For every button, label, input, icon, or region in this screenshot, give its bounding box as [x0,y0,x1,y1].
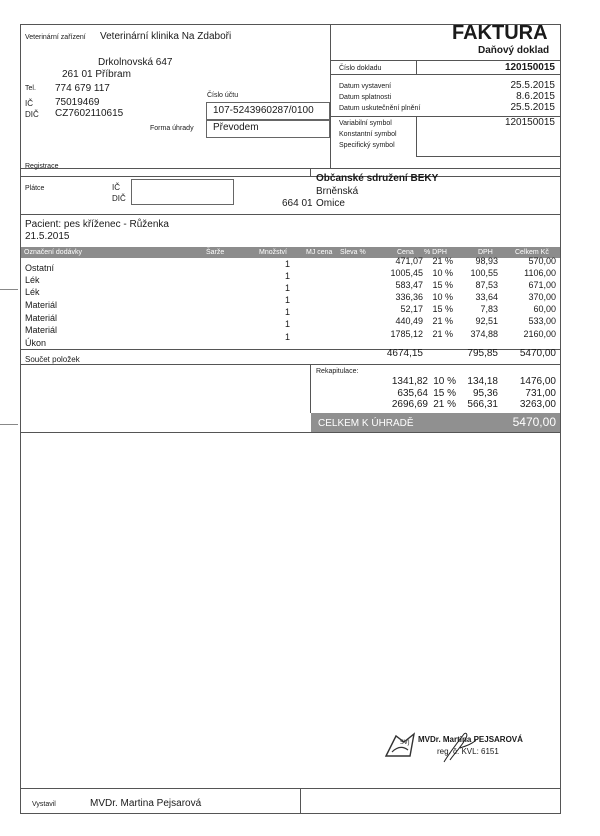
account-number: 107-5243960287/0100 [213,105,314,116]
row-vat-pct: 21 % [432,329,453,339]
recap-total: 3263,00 [519,399,556,410]
payment-label: Forma úhrady [150,125,194,132]
header-line [416,156,560,157]
row-vat: 92,51 [475,316,498,326]
recap-base: 2696,69 [391,399,428,410]
issued-label: Datum vystavení [339,83,392,90]
col-item-header: Označení dodávky [24,249,82,256]
header-divider [416,116,417,156]
recap-divider [310,364,311,413]
ic-label: IČ [25,99,33,108]
payer-ic-label: IČ [112,183,120,192]
recap-vat: 134,18 [467,376,498,387]
recap-pct: 15 % [433,388,456,399]
row-total: 370,00 [528,292,556,302]
col-batch-header: Šarže [206,249,225,256]
payer-street: Brněnská [316,186,359,197]
sum-line [21,364,560,365]
taxable-date: 25.5.2015 [510,102,555,113]
clinic-tel: 774 679 117 [55,83,110,94]
recap-pct: 10 % [433,376,456,387]
row-price: 1785,12 [390,329,423,339]
row-item: Materiál [25,313,58,323]
row-vat: 100,55 [470,268,498,278]
recap-total: 1476,00 [519,376,556,387]
row-vat-pct: 10 % [432,292,453,302]
patient-line: Pacient: pes kříženec - Růženka [25,219,169,230]
footer-line [21,788,560,789]
row-total: 533,00 [528,316,556,326]
due-label: Datum splatnosti [339,94,392,101]
dic-label: DIČ [25,110,39,119]
taxable-label: Datum uskutečnění plnění [339,105,421,112]
tel-label: Tel. [25,85,36,92]
section-line [21,432,560,433]
row-price: 583,47 [395,280,423,290]
row-vat-pct: 21 % [432,316,453,326]
margin-tick [0,289,18,290]
row-vat: 33,64 [475,292,498,302]
row-item: Ostatní [25,263,55,273]
header-divider [310,168,311,176]
clinic-street: Drkolnovská 647 [98,57,173,68]
recap-base: 635,64 [397,388,428,399]
clinic-city: 261 01 Příbram [62,69,131,80]
header-divider [416,60,417,74]
var-symbol-label: Variabilní symbol [339,120,392,127]
clinic-label: Veterinární zařízení [25,34,86,41]
row-item: Lék [25,287,40,297]
registration-label: Registrace [25,163,59,170]
footer-divider [300,788,301,814]
payer-name: Občanské sdružení BEKY [316,173,439,184]
header-line [330,74,560,75]
sum-label: Součet položek [25,355,80,364]
row-total: 1106,00 [524,268,556,278]
payer-city: Omice [316,198,345,209]
sum-vat: 795,85 [467,348,498,359]
row-total: 671,00 [528,280,556,290]
col-vat-header: DPH [478,249,493,256]
issuer-name: MVDr. Martina Pejsarová [90,798,202,809]
col-qty-header: Množství [259,249,288,256]
row-qty: 1 [284,319,290,329]
row-qty: 1 [284,332,290,342]
row-qty: 1 [284,271,290,281]
row-qty: 1 [284,283,290,293]
row-price: 52,17 [400,304,423,314]
row-total: 2160,00 [523,329,556,339]
issued-date: 25.5.2015 [510,80,555,91]
row-price: 471,07 [395,256,423,266]
row-vat-pct: 21 % [432,256,453,266]
row-qty: 1 [284,259,290,269]
doc-no-label: Číslo dokladu [339,65,382,72]
section-line [21,168,560,169]
col-vatpct-header: % DPH [424,249,447,256]
payer-id-box [131,179,234,205]
row-qty: 1 [284,307,290,317]
vet-stamp-logo-icon [382,730,418,760]
sum-price: 4674,15 [386,348,423,359]
clinic-ic: 75019469 [55,97,100,108]
row-vat: 87,53 [475,280,498,290]
payment-method: Převodem [213,122,259,133]
clinic-name: Veterinární klinika Na Zdaboři [100,31,232,42]
payer-zip: 664 01 [282,198,313,209]
stamp-name: MVDr. Martina PEJSAROVÁ [418,735,523,744]
row-price: 336,36 [395,292,423,302]
row-item: Materiál [25,325,58,335]
payer-dic-label: DIČ [112,194,126,203]
row-qty: 1 [284,295,290,305]
row-vat-pct: 15 % [432,304,453,314]
col-total-header: Celkem Kč [515,249,549,256]
row-vat-pct: 10 % [432,268,453,278]
grand-total: 5470,00 [512,415,556,429]
row-vat: 98,93 [475,256,498,266]
row-vat-pct: 15 % [432,280,453,290]
row-total: 60,00 [533,304,556,314]
var-symbol: 120150015 [504,117,555,128]
col-price-header: Cena [397,249,414,256]
margin-tick [0,424,18,425]
col-mj-header: MJ cena [306,249,333,256]
spec-symbol-label: Specifický symbol [339,142,395,149]
recap-base: 1341,82 [391,376,428,387]
invoice-title: FAKTURA [452,22,548,44]
col-discount-header: Sleva % [340,249,366,256]
due-date: 8.6.2015 [516,91,555,102]
row-price: 1005,45 [390,268,423,278]
issuer-label: Vystavil [32,801,56,808]
invoice-subtitle: Daňový doklad [478,45,550,56]
account-label: Číslo účtu [207,92,239,99]
recap-pct: 21 % [433,399,456,410]
section-line [21,214,560,215]
recap-vat: 566,31 [467,399,498,410]
grand-total-bar [311,413,560,432]
header-divider [330,24,331,168]
recap-total: 731,00 [525,388,556,399]
const-symbol-label: Konstantní symbol [339,131,397,138]
sum-total: 5470,00 [519,348,556,359]
signature-icon [440,728,480,766]
row-item: Lék [25,275,40,285]
row-price: 440,49 [395,316,423,326]
row-total: 570,00 [528,256,556,266]
recap-label: Rekapitulace: [316,368,359,375]
row-vat: 7,83 [480,304,498,314]
row-item: Materiál [25,300,58,310]
row-vat: 374,88 [470,329,498,339]
header-line [330,60,560,61]
recap-vat: 95,36 [472,388,498,399]
svg-text:SVJ: SVJ [400,739,410,746]
doc-no: 120150015 [504,62,555,73]
patient-date: 21.5.2015 [25,231,70,242]
clinic-dic: CZ7602110615 [55,108,124,119]
row-item: Úkon [25,338,47,348]
section-line [21,176,560,177]
grand-total-label: CELKEM K ÚHRADĚ [318,418,414,429]
stamp-reg: reg. č. KVL: 6151 [437,747,499,756]
payer-label: Plátce [25,185,45,192]
